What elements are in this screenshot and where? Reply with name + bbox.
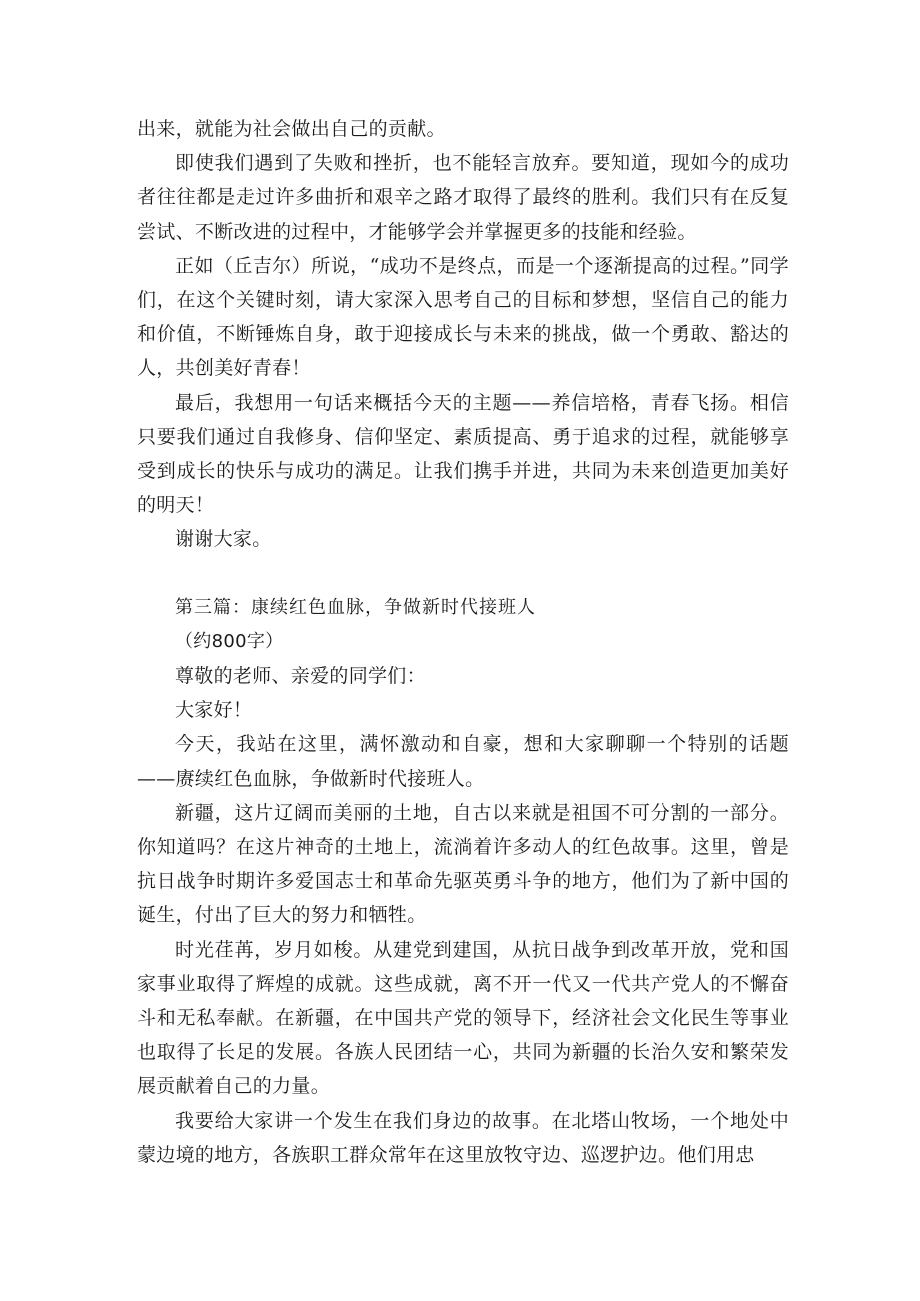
- section-gap: [137, 557, 789, 591]
- paragraph-perseverance: 即使我们遇到了失败和挫折，也不能轻言放弃。要知道，现如今的成功者往往都是走过许多曲折和艰辛之路才取得了最终的胜利。我们只有在反复尝试、不断改进的过程中，才能够学会并掌握更多的技能和经验。: [137, 152, 789, 243]
- paragraph-greeting: 大家好！: [175, 699, 253, 722]
- paragraph-story: 我要给大家讲一个发生在我们身边的故事。在北塔山牧场，一个地处中蒙边境的地方，各族职工群众常年在这里放牧守边、巡逻护边。他们用忠: [137, 1109, 789, 1166]
- paragraph-conclusion: 最后，我想用一句话来概括今天的主题——养信培格，青春飞扬。相信只要我们通过自我修身、信仰坚定、素质提高、勇于追求的过程，就能够享受到成长的快乐与成功的满足。让我们携手并进，共同为未来创造更加美好的明天！: [137, 391, 789, 517]
- paragraph-history: 时光荏苒，岁月如梭。从建党到建国，从抗日战争到改革开放，党和国家事业取得了辉煌的成就。这些成就，离不开一代又一代共产党人的不懈奋斗和无私奉献。在新疆，在中国共产党的领导下，经济社会文化民生等事业也取得了长足的发展。各族人民团结一心，共同为新疆的长治久安和繁荣发展贡献着自己的力量。: [137, 938, 789, 1098]
- document-body: [137, 112, 789, 1172]
- section-title: 第三篇：康续红色血脉，争做新时代接班人: [175, 596, 536, 618]
- paragraph-churchill-quote: 正如（丘吉尔）所说，“成功不是终点，而是一个逐渐提高的过程。”同学们，在这个关键时刻，请大家深入思考自己的目标和梦想，坚信自己的能力和价值，不断锤炼自身，敢于迎接成长与未来的挑战，做一个勇敢、豁达的人，共创美好青春！: [137, 254, 789, 380]
- paragraph-continuation: 出来，就能为社会做出自己的贡献。: [137, 118, 446, 140]
- paragraph-salutation: 尊敬的老师、亲爱的同学们：: [175, 665, 426, 688]
- paragraph-thanks: 谢谢大家。: [175, 528, 272, 551]
- word-count-note: （约800字）: [175, 630, 284, 652]
- paragraph-xinjiang: 新疆，这片辽阔而美丽的土地，自古以来就是祖国不可分割的一部分。你知道吗？在这片神奇的土地上，流淌着许多动人的红色故事。这里，曾是抗日战争时期许多爱国志士和革命先驱英勇斗争的地方，他们为了新中国的诞生，付出了巨大的努力和牺牲。: [137, 801, 789, 927]
- paragraph-topic-intro: 今天，我站在这里，满怀激动和自豪，想和大家聊聊一个特别的话题——赓续红色血脉，争做新时代接班人。: [137, 733, 789, 790]
